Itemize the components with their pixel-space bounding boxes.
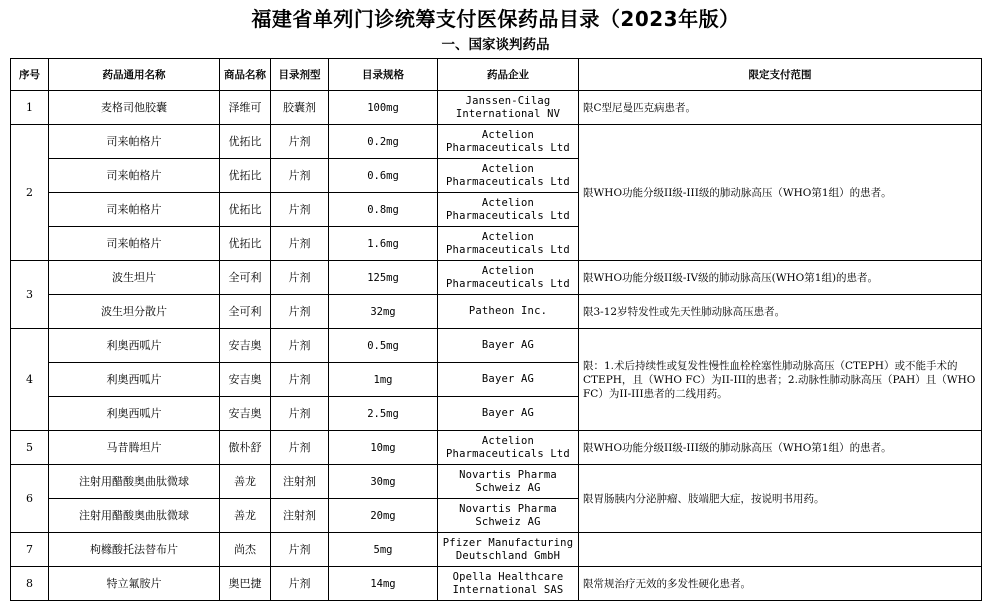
table-row xyxy=(11,261,982,295)
dosage-form-cell: 片剂 xyxy=(271,227,329,261)
brand-name-cell: 优拓比 xyxy=(220,193,271,227)
dosage-form-cell: 片剂 xyxy=(271,125,329,159)
brand-name-cell: 全可利 xyxy=(220,261,271,295)
specification-cell: 2.5mg xyxy=(329,397,438,431)
company-cell: Bayer AG xyxy=(438,397,579,431)
company-cell: Opella Healthcare International SAS xyxy=(438,567,579,601)
header-payment-scope: 限定支付范围 xyxy=(579,59,982,91)
dosage-form-cell: 片剂 xyxy=(271,431,329,465)
company-cell: Pfizer Manufacturing Deutschland GmbH xyxy=(438,533,579,567)
table-row xyxy=(11,295,982,329)
dosage-form-cell: 注射剂 xyxy=(271,499,329,533)
specification-cell: 10mg xyxy=(329,431,438,465)
brand-name-cell: 傲朴舒 xyxy=(220,431,271,465)
payment-scope-cell: 限C型尼曼匹克病患者。 xyxy=(579,91,982,125)
generic-name-cell: 注射用醋酸奥曲肽微球 xyxy=(49,499,220,533)
brand-name-cell: 优拓比 xyxy=(220,125,271,159)
table-row xyxy=(11,465,982,499)
payment-scope-cell: 限3-12岁特发性或先天性肺动脉高压患者。 xyxy=(579,295,982,329)
company-cell: Actelion Pharmaceuticals Ltd xyxy=(438,261,579,295)
company-cell: Patheon Inc. xyxy=(438,295,579,329)
specification-cell: 14mg xyxy=(329,567,438,601)
payment-scope-cell: 限胃肠胰内分泌肿瘤、肢端肥大症，按说明书用药。 xyxy=(579,465,982,533)
seq-cell: 8 xyxy=(11,567,49,601)
brand-name-cell: 泽维可 xyxy=(220,91,271,125)
specification-cell: 100mg xyxy=(329,91,438,125)
generic-name-cell: 波生坦片 xyxy=(49,261,220,295)
dosage-form-cell: 片剂 xyxy=(271,363,329,397)
company-cell: Novartis Pharma Schweiz AG xyxy=(438,465,579,499)
seq-cell: 6 xyxy=(11,465,49,533)
seq-cell: 4 xyxy=(11,329,49,431)
payment-scope-cell xyxy=(579,533,982,567)
generic-name-cell: 利奥西呱片 xyxy=(49,363,220,397)
seq-cell: 2 xyxy=(11,125,49,261)
dosage-form-cell: 片剂 xyxy=(271,533,329,567)
company-cell: Actelion Pharmaceuticals Ltd xyxy=(438,159,579,193)
specification-cell: 1mg xyxy=(329,363,438,397)
header-specification: 目录规格 xyxy=(329,59,438,91)
brand-name-cell: 全可利 xyxy=(220,295,271,329)
header-company: 药品企业 xyxy=(438,59,579,91)
dosage-form-cell: 片剂 xyxy=(271,295,329,329)
specification-cell: 1.6mg xyxy=(329,227,438,261)
generic-name-cell: 司来帕格片 xyxy=(49,227,220,261)
specification-cell: 0.5mg xyxy=(329,329,438,363)
brand-name-cell: 善龙 xyxy=(220,499,271,533)
dosage-form-cell: 片剂 xyxy=(271,567,329,601)
specification-cell: 30mg xyxy=(329,465,438,499)
dosage-form-cell: 片剂 xyxy=(271,329,329,363)
payment-scope-cell: 限WHO功能分级II级-III级的肺动脉高压（WHO第1组）的患者。 xyxy=(579,125,982,261)
generic-name-cell: 利奥西呱片 xyxy=(49,397,220,431)
page-title: 福建省单列门诊统筹支付医保药品目录（2023年版） xyxy=(251,7,740,31)
generic-name-cell: 马昔腾坦片 xyxy=(49,431,220,465)
payment-scope-cell: 限WHO功能分级II级-III级的肺动脉高压（WHO第1组）的患者。 xyxy=(579,431,982,465)
specification-cell: 0.8mg xyxy=(329,193,438,227)
header-generic-name: 药品通用名称 xyxy=(49,59,220,91)
company-cell: Novartis Pharma Schweiz AG xyxy=(438,499,579,533)
dosage-form-cell: 胶囊剂 xyxy=(271,91,329,125)
dosage-form-cell: 注射剂 xyxy=(271,465,329,499)
specification-cell: 125mg xyxy=(329,261,438,295)
generic-name-cell: 麦格司他胶囊 xyxy=(49,91,220,125)
specification-cell: 0.2mg xyxy=(329,125,438,159)
drug-catalog-table xyxy=(10,58,982,601)
generic-name-cell: 波生坦分散片 xyxy=(49,295,220,329)
payment-scope-cell: 限常规治疗无效的多发性硬化患者。 xyxy=(579,567,982,601)
table-row xyxy=(11,91,982,125)
brand-name-cell: 尚杰 xyxy=(220,533,271,567)
brand-name-cell: 安吉奥 xyxy=(220,363,271,397)
brand-name-cell: 安吉奥 xyxy=(220,397,271,431)
dosage-form-cell: 片剂 xyxy=(271,261,329,295)
payment-scope-cell: 限WHO功能分级II级-IV级的肺动脉高压(WHO第1组)的患者。 xyxy=(579,261,982,295)
table-row xyxy=(11,567,982,601)
generic-name-cell: 特立氟胺片 xyxy=(49,567,220,601)
seq-cell: 5 xyxy=(11,431,49,465)
table-header-row xyxy=(11,59,982,91)
generic-name-cell: 司来帕格片 xyxy=(49,193,220,227)
specification-cell: 20mg xyxy=(329,499,438,533)
dosage-form-cell: 片剂 xyxy=(271,397,329,431)
header-seq: 序号 xyxy=(11,59,49,91)
brand-name-cell: 优拓比 xyxy=(220,227,271,261)
company-cell: Bayer AG xyxy=(438,329,579,363)
section-subtitle: 一、国家谈判药品 xyxy=(441,37,550,53)
company-cell: Actelion Pharmaceuticals Ltd xyxy=(438,431,579,465)
company-cell: Actelion Pharmaceuticals Ltd xyxy=(438,193,579,227)
header-brand-name: 商品名称 xyxy=(220,59,271,91)
dosage-form-cell: 片剂 xyxy=(271,159,329,193)
brand-name-cell: 奥巴捷 xyxy=(220,567,271,601)
company-cell: Actelion Pharmaceuticals Ltd xyxy=(438,227,579,261)
specification-cell: 5mg xyxy=(329,533,438,567)
table-row xyxy=(11,533,982,567)
company-cell: Actelion Pharmaceuticals Ltd xyxy=(438,125,579,159)
seq-cell: 7 xyxy=(11,533,49,567)
brand-name-cell: 善龙 xyxy=(220,465,271,499)
header-dosage-form: 目录剂型 xyxy=(271,59,329,91)
seq-cell: 3 xyxy=(11,261,49,329)
table-row xyxy=(11,125,982,159)
generic-name-cell: 司来帕格片 xyxy=(49,159,220,193)
table-row xyxy=(11,329,982,363)
specification-cell: 32mg xyxy=(329,295,438,329)
company-cell: Janssen-Cilag International NV xyxy=(438,91,579,125)
table-body xyxy=(11,91,982,601)
specification-cell: 0.6mg xyxy=(329,159,438,193)
dosage-form-cell: 片剂 xyxy=(271,193,329,227)
generic-name-cell: 司来帕格片 xyxy=(49,125,220,159)
brand-name-cell: 安吉奥 xyxy=(220,329,271,363)
table-row xyxy=(11,431,982,465)
brand-name-cell: 优拓比 xyxy=(220,159,271,193)
seq-cell: 1 xyxy=(11,91,49,125)
generic-name-cell: 枸橼酸托法替布片 xyxy=(49,533,220,567)
company-cell: Bayer AG xyxy=(438,363,579,397)
generic-name-cell: 注射用醋酸奥曲肽微球 xyxy=(49,465,220,499)
generic-name-cell: 利奥西呱片 xyxy=(49,329,220,363)
payment-scope-cell: 限：1.术后持续性或复发性慢性血栓栓塞性肺动脉高压（CTEPH）或不能手术的CTEPH，且（WHO FC）为II-III的患者；2.动脉性肺动脉高压（PAH）且（WHO FC）为II-III患者的二线用药。 xyxy=(579,329,982,431)
